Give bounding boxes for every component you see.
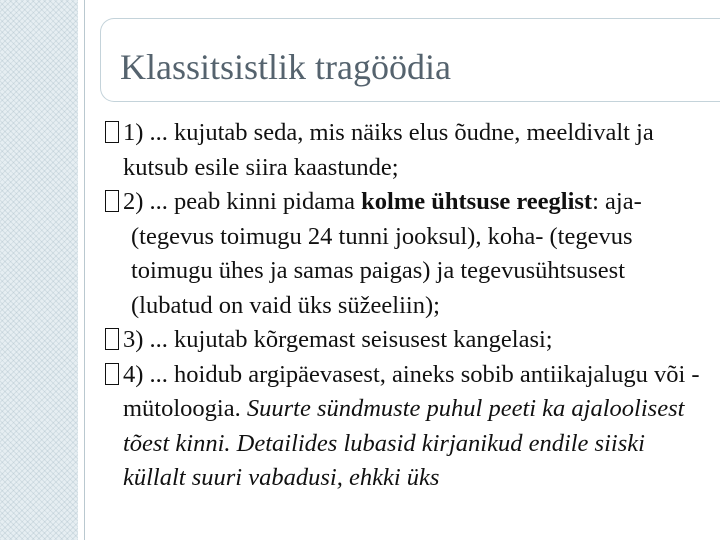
item-text: ... kujutab kõrgemast seisusest kangelasi;	[149, 326, 553, 353]
item-bold-text: kolme ühtsuse reeglist	[361, 188, 593, 215]
item-text-continued: : aja- (tegevus toimugu 24 tunni jooksul), koha- (tegevus toimugu ühes ja samas paigas) ja tegevusühtsusest (lubatud on vaid üks süžeeliin);	[131, 188, 642, 319]
decorative-divider-line	[84, 0, 85, 540]
bullet-box-icon	[105, 121, 119, 143]
item-text: ... hoidub argipäevasest, aineks sobib antiikajalugu või -mütoloogia.	[123, 360, 700, 422]
bullet-box-icon	[105, 190, 119, 212]
bullet-box-icon	[105, 363, 119, 385]
item-italic-text: Suurte sündmuste puhul peeti ka ajaloolisest tõest kinni. Detailides lubasid kirjanikud endile siiski küllalt suuri vabadusi, ehkki üks	[123, 395, 685, 491]
bullet-box-icon	[105, 328, 119, 350]
list-item-4	[105, 358, 705, 496]
item-number: 2)	[123, 188, 144, 215]
decorative-side-band	[0, 0, 78, 540]
slide-body	[105, 116, 705, 496]
slide-title: Klassitsistlik tragöödia	[120, 47, 451, 87]
item-number: 1)	[123, 119, 144, 146]
list-item-2	[105, 185, 705, 323]
item-text: ... peab kinni pidama	[149, 188, 362, 215]
item-number: 3)	[123, 326, 144, 353]
item-number: 4)	[123, 360, 144, 388]
list-item-3	[105, 323, 705, 358]
list-item-1	[105, 116, 705, 185]
item-text: ... kujutab seda, mis näiks elus õudne, meeldivalt ja kutsub esile siira kaastunde;	[123, 119, 654, 181]
